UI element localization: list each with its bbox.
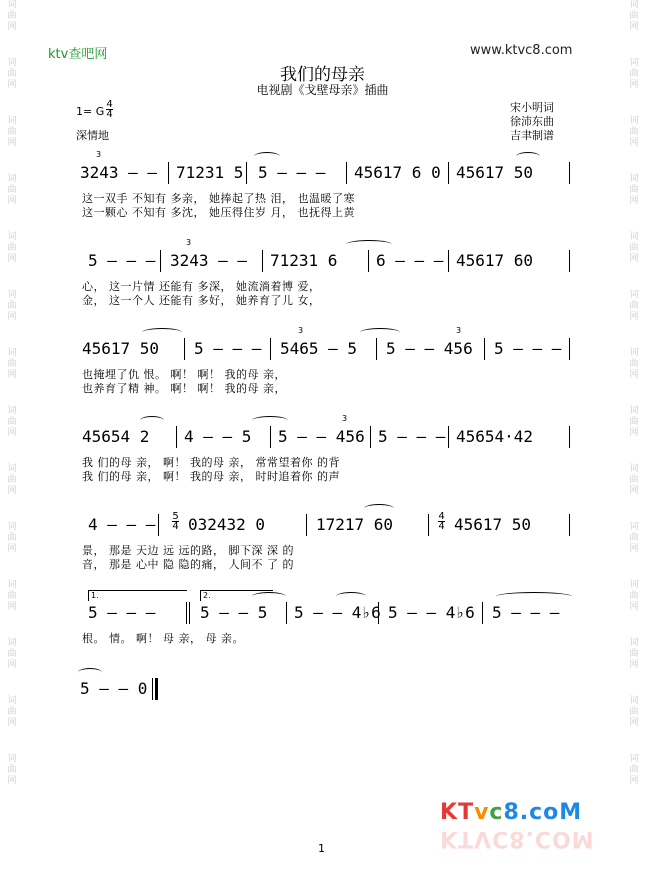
barline (569, 162, 570, 184)
song-subtitle: 电视剧《戈壁母亲》插曲 (256, 83, 389, 97)
watermark-text: 词 曲 网 (629, 290, 639, 322)
barline (262, 250, 263, 272)
system-5 (76, 502, 570, 572)
measure: 5 – – – (258, 163, 326, 182)
barline (428, 514, 429, 536)
watermark-text: 词 曲 网 (7, 522, 17, 554)
watermark-text: 词 曲 网 (629, 232, 639, 264)
measure: 71231 6 (270, 251, 338, 270)
triplet-mark: 3 (298, 326, 304, 335)
watermark-text: 词 曲 网 (7, 754, 17, 786)
measure: 45654 2 (82, 427, 150, 446)
measure: 45617 6 0 (354, 163, 441, 182)
watermark-text: 词 曲 网 (7, 290, 17, 322)
watermark-text: 词 曲 网 (629, 58, 639, 90)
watermark-text: 词 曲 网 (7, 232, 17, 264)
watermark-right (626, 0, 642, 812)
barline (376, 338, 377, 360)
watermark-text: 词 曲 网 (7, 696, 17, 728)
measure: 5465 – 5 (280, 339, 358, 358)
time-change-5-4: 5 4 (172, 511, 179, 532)
measure: 5 – – – (194, 339, 262, 358)
triplet-mark: 3 (456, 326, 462, 335)
barline (176, 426, 177, 448)
watermark-text: 词 曲 网 (7, 0, 17, 32)
watermark-left (4, 0, 20, 812)
system-2 (76, 238, 570, 308)
barline (569, 426, 570, 448)
first-ending: 1. (88, 590, 187, 601)
tie-arc (364, 504, 394, 513)
lyric-verse-1: 我 们的母 亲， 啊！ 我的母 亲， 常常望着你 的背 (82, 456, 340, 469)
measure: 45654·42 (456, 427, 534, 446)
measure: 032432 0 (188, 515, 266, 534)
barline (286, 602, 287, 624)
system-7 (76, 666, 570, 706)
barline (246, 162, 247, 184)
barline (346, 162, 347, 184)
watermark-text: 词 曲 网 (7, 58, 17, 90)
watermark-text: 词 曲 网 (629, 754, 639, 786)
triplet-mark: 3 (342, 414, 348, 423)
system-4 (76, 414, 570, 484)
system-3 (76, 326, 570, 396)
measure: 5 – – – (494, 339, 562, 358)
triplet-mark: 3 (186, 238, 192, 247)
measure: 4 – – 5 (184, 427, 252, 446)
lyric-verse-1: 这一双手 不知有 多亲， 她捧起了热 泪， 也温暖了寒 (82, 192, 355, 205)
barline (448, 426, 449, 448)
measure: 5 – – 456 (278, 427, 365, 446)
composer: 徐沛东曲 (510, 115, 554, 128)
watermark-text: 词 曲 网 (629, 696, 639, 728)
measure: 5 – – 456 (386, 339, 473, 358)
measure: 45617 60 (456, 251, 534, 270)
arranger: 吉聿制谱 (510, 129, 554, 142)
watermark-text: 词 曲 网 (7, 406, 17, 438)
brand-left: ktv查吧网 (48, 47, 108, 62)
lyric-line: 根。 情。 啊！ 母 亲， 母 亲。 (82, 632, 244, 645)
barline (448, 250, 449, 272)
measure: 6 – – – (376, 251, 444, 270)
tie-arc (336, 592, 366, 601)
measure: 3243 – – (170, 251, 248, 270)
measure: 5 – – 4♭6 (388, 603, 475, 622)
watermark-text: 词 曲 网 (629, 174, 639, 206)
watermark-text: 词 曲 网 (7, 116, 17, 148)
measure: 4 – – – (88, 515, 156, 534)
barline (569, 338, 570, 360)
brand-right: www.ktvc8.com (470, 43, 573, 58)
page-number: 1 (318, 842, 325, 855)
barline (484, 338, 485, 360)
barline (368, 250, 369, 272)
barline (482, 602, 483, 624)
repeat-barline (189, 602, 190, 624)
measure: 17217 60 (316, 515, 394, 534)
tempo-mood: 深情地 (76, 129, 109, 142)
tie-arc (360, 328, 400, 337)
barline (158, 514, 159, 536)
second-ending: 2. (200, 590, 273, 601)
tie-arc (496, 592, 572, 601)
lyric-verse-2: 音， 那是 心中 隐 隐的痛， 人间不 了 的 (82, 558, 294, 571)
barline (569, 250, 570, 272)
watermark-text: 词 曲 网 (7, 464, 17, 496)
watermark-text: 词 曲 网 (629, 116, 639, 148)
tie-arc (254, 152, 280, 161)
lyric-verse-2: 金， 这一个人 还能有 多好， 她养育了儿 女， (82, 294, 321, 307)
watermark-text: 词 曲 网 (7, 348, 17, 380)
measure: 3243 – – (80, 163, 158, 182)
measure: 5 – – – (492, 603, 560, 622)
barline (270, 426, 271, 448)
measure: 71231 5 (176, 163, 244, 182)
measure: 5 – – 5 (200, 603, 268, 622)
time-signature-top: 4 (106, 99, 113, 110)
system-6 (76, 590, 570, 646)
lyric-verse-2: 我 们的母 亲， 啊！ 我的母 亲， 时时追着你 的声 (82, 470, 340, 483)
lyric-verse-2: 这一颗心 不知有 多沈， 她压得住岁 月， 也抚得上黄 (82, 206, 355, 219)
key-signature: 1= G (76, 105, 105, 118)
time-change-4-4: 4 4 (438, 511, 445, 532)
measure: 5 – – – (88, 251, 156, 270)
measure: 5 – – 4♭6 (294, 603, 381, 622)
watermark-text: 词 曲 网 (7, 580, 17, 612)
lyric-verse-1: 也掩埋了仇 恨。 啊！ 啊！ 我的母 亲， (82, 368, 286, 381)
site-logo-reflection: KTVC8.COM (440, 826, 595, 851)
tie-arc (252, 592, 286, 601)
barline (184, 338, 185, 360)
tie-arc (516, 152, 540, 161)
tie-arc (140, 416, 164, 425)
tie-arc (142, 328, 182, 337)
final-barline-thick (155, 678, 158, 700)
barline (160, 250, 161, 272)
measure: 5 – – – (378, 427, 446, 446)
measure: 45617 50 (456, 163, 534, 182)
barline (370, 426, 371, 448)
time-signature (106, 100, 113, 119)
barline (306, 514, 307, 536)
repeat-barline (186, 602, 187, 624)
song-title: 我们的母亲 (280, 65, 365, 85)
tie-arc (78, 668, 102, 677)
watermark-text: 词 曲 网 (7, 638, 17, 670)
watermark-text: 词 曲 网 (629, 406, 639, 438)
tie-arc (252, 416, 288, 425)
watermark-text: 词 曲 网 (629, 580, 639, 612)
watermark-text: 词 曲 网 (629, 464, 639, 496)
watermark-text: 词 曲 网 (629, 0, 639, 32)
watermark-text: 词 曲 网 (629, 522, 639, 554)
final-barline-thin (152, 678, 153, 700)
measure: 5 – – – (88, 603, 156, 622)
barline (569, 514, 570, 536)
system-1 (76, 150, 570, 220)
measure: 45617 50 (454, 515, 532, 534)
lyric-verse-1: 景， 那是 天边 远 远的路， 脚下深 深 的 (82, 544, 294, 557)
triplet-mark: 3 (96, 150, 102, 159)
measure: 5 – – 0 (80, 679, 148, 698)
time-signature-bottom: 4 (106, 109, 113, 120)
lyric-verse-1: 心， 这一片情 还能有 多深， 她流淌着博 爱， (82, 280, 321, 293)
lyricist: 宋小明词 (510, 101, 554, 114)
barline (168, 162, 169, 184)
lyric-verse-2: 也养育了精 神。 啊！ 啊！ 我的母 亲， (82, 382, 286, 395)
barline (448, 162, 449, 184)
measure: 45617 50 (82, 339, 160, 358)
barline (270, 338, 271, 360)
watermark-text: 词 曲 网 (629, 348, 639, 380)
watermark-text: 词 曲 网 (7, 174, 17, 206)
watermark-text: 词 曲 网 (629, 638, 639, 670)
site-logo: KTvc8.coM (440, 800, 583, 825)
tie-arc (346, 240, 392, 249)
